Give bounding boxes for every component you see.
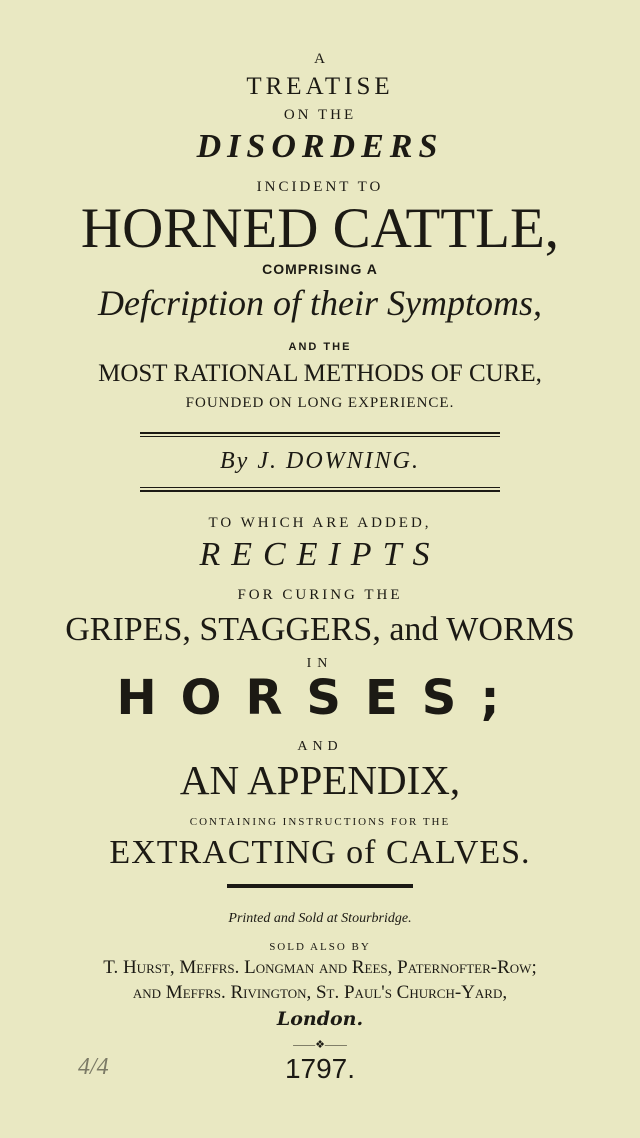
- imprint-sold-also-by: SOLD ALSO BY: [269, 941, 371, 953]
- author-line: By J. DOWNING.: [220, 448, 420, 474]
- phrase-comprising-a: COMPRISING A: [262, 261, 378, 277]
- phrase-and-the: AND THE: [288, 341, 352, 353]
- heading-extracting-calves: EXTRACTING of CALVES.: [109, 834, 531, 871]
- imprint-london: London.: [276, 1008, 364, 1030]
- publication-year: 1797.: [284, 1053, 356, 1084]
- word-and: AND: [297, 739, 343, 754]
- imprint-sellers-line-2: and Meffrs. Rivington, St. Paul's Church-Yard,: [132, 982, 508, 1003]
- heading-gripes-staggers-worms: GRIPES, STAGGERS, and WORMS: [65, 611, 575, 648]
- phrase-containing-instructions: CONTAINING INSTRUCTIONS FOR THE: [189, 816, 451, 828]
- word-treatise: TREATISE: [246, 73, 394, 100]
- phrase-to-which-added: TO WHICH ARE ADDED,: [208, 515, 432, 531]
- imprint-printed-sold: Printed and Sold at Stourbridge.: [228, 911, 412, 926]
- word-in: IN: [306, 656, 334, 671]
- phrase-for-curing: FOR CURING THE: [237, 587, 403, 603]
- double-rule-top: [0, 432, 640, 437]
- word-disorders: DISORDERS: [196, 128, 444, 165]
- phrase-incident-to: INCIDENT TO: [256, 179, 384, 195]
- phrase-long-experience: FOUNDED ON LONG EXPERIENCE.: [185, 395, 455, 411]
- thick-rule: [0, 884, 640, 888]
- heading-methods-of-cure: MOST RATIONAL METHODS OF CURE,: [98, 360, 542, 387]
- word-horses: HORSES;: [116, 670, 524, 726]
- article-a: A: [314, 51, 326, 67]
- phrase-on-the: ON THE: [283, 107, 357, 123]
- heading-horned-cattle: HORNED CATTLE,: [80, 197, 560, 260]
- handwritten-note: 4/4: [78, 1054, 109, 1080]
- heading-appendix: AN APPENDIX,: [179, 757, 461, 803]
- imprint-sellers-line-1: T. Hurst, Meffrs. Longman and Rees, Paternofter-Row;: [103, 957, 537, 978]
- double-rule-bottom: [0, 487, 640, 492]
- description-of-symptoms: Defcription of their Symptoms,: [98, 283, 542, 323]
- printer-ornament: ——❖——: [293, 1039, 347, 1051]
- word-receipts: RECEIPTS: [199, 536, 441, 573]
